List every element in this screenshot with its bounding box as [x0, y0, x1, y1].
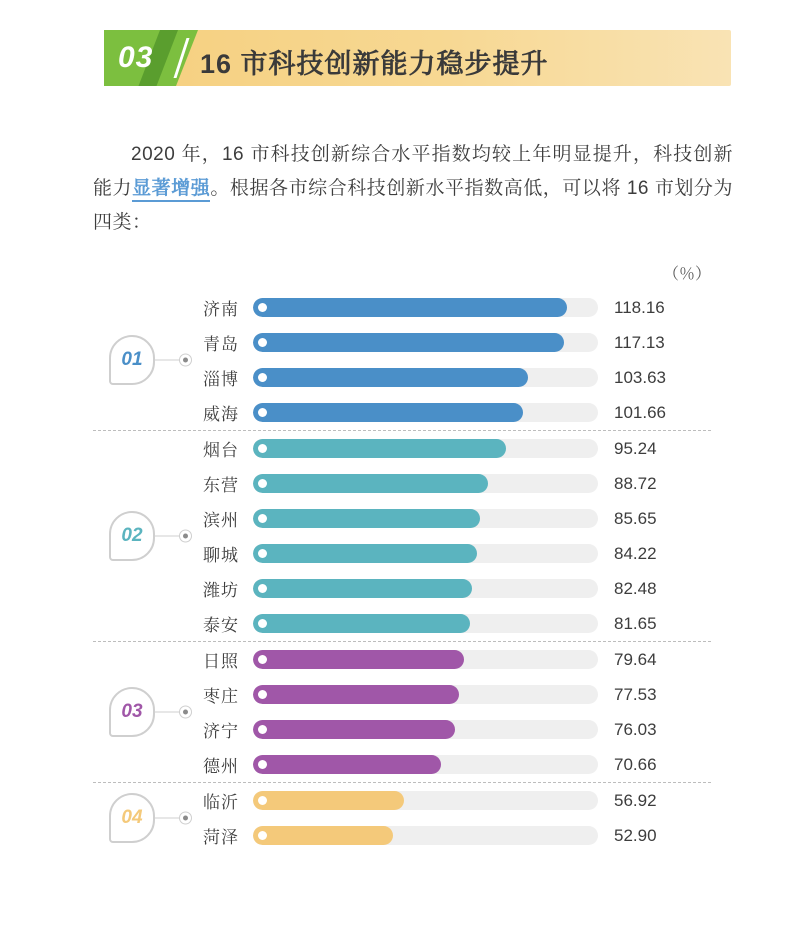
bar-value: 76.03	[614, 719, 657, 739]
bar-track	[253, 298, 598, 317]
bar-fill	[253, 544, 477, 563]
bar-value: 84.22	[614, 543, 657, 563]
bar-track	[253, 755, 598, 774]
group-badge: 03	[109, 687, 155, 737]
bar-value: 56.92	[614, 790, 657, 810]
bar-track	[253, 509, 598, 528]
paragraph-part-1: 2020 年，16 市科技创新综合水平指数均较上年明显提升，科技创新能力	[93, 144, 733, 199]
bar-track	[253, 544, 598, 563]
bar-knob	[258, 690, 267, 699]
bar-fill	[253, 579, 472, 598]
chart-group	[93, 782, 711, 853]
bar-knob	[258, 303, 267, 312]
chart-row	[93, 571, 711, 606]
city-label: 滨州	[203, 511, 239, 530]
bar-knob	[258, 584, 267, 593]
group-badge: 01	[109, 335, 155, 385]
city-label: 济宁	[203, 722, 239, 741]
city-label: 临沂	[203, 793, 239, 812]
page-title: 16 市科技创新能力稳步提升	[200, 49, 549, 79]
bar-knob	[258, 338, 267, 347]
bar-track	[253, 720, 598, 739]
bar-knob	[258, 655, 267, 664]
bar-value: 52.90	[614, 825, 657, 845]
city-label: 东营	[203, 476, 239, 495]
bar-fill	[253, 755, 441, 774]
bar-fill	[253, 614, 470, 633]
group-badge-dot	[179, 354, 192, 367]
group-badge: 02	[109, 511, 155, 561]
bar-fill	[253, 650, 464, 669]
city-label: 淄博	[203, 370, 239, 389]
bar-knob	[258, 796, 267, 805]
bar-value: 82.48	[614, 578, 657, 598]
city-label: 威海	[203, 405, 239, 424]
bar-value: 101.66	[614, 402, 666, 422]
bar-track	[253, 474, 598, 493]
bar-track	[253, 650, 598, 669]
chart-unit-label: （％）	[662, 266, 711, 283]
bar-fill	[253, 474, 488, 493]
bar-track	[253, 791, 598, 810]
chart-row	[93, 290, 711, 325]
bar-value: 88.72	[614, 473, 657, 493]
paragraph-highlight: 显著增强	[132, 178, 210, 202]
chart-row	[93, 747, 711, 782]
section-header	[104, 30, 731, 86]
chart-row	[93, 395, 711, 430]
city-label: 日照	[203, 652, 239, 671]
bar-track	[253, 826, 598, 845]
bar-knob	[258, 619, 267, 628]
bar-value: 81.65	[614, 613, 657, 633]
bar-fill	[253, 791, 404, 810]
bar-value: 118.16	[614, 297, 665, 317]
group-badge-dot	[179, 530, 192, 543]
bar-fill	[253, 826, 393, 845]
chart-group	[93, 290, 711, 430]
bar-fill	[253, 509, 480, 528]
bar-track	[253, 439, 598, 458]
bar-value: 117.13	[614, 332, 665, 352]
bar-fill	[253, 298, 567, 317]
group-badge: 04	[109, 793, 155, 843]
chart-row	[93, 466, 711, 501]
bar-track	[253, 579, 598, 598]
city-label: 枣庄	[203, 687, 239, 706]
bar-track	[253, 614, 598, 633]
bar-fill	[253, 368, 528, 387]
bar-track	[253, 368, 598, 387]
bar-knob	[258, 549, 267, 558]
chart-row	[93, 642, 711, 677]
bar-knob	[258, 725, 267, 734]
bar-track	[253, 403, 598, 422]
bar-fill	[253, 403, 523, 422]
bar-value: 70.66	[614, 754, 657, 774]
city-label: 潍坊	[203, 581, 239, 600]
group-badge-dot	[179, 812, 192, 825]
group-badge-dot	[179, 706, 192, 719]
bar-chart	[93, 290, 711, 853]
city-label: 德州	[203, 757, 239, 776]
bar-track	[253, 333, 598, 352]
bar-knob	[258, 514, 267, 523]
body-paragraph	[93, 138, 733, 240]
city-label: 济南	[203, 300, 239, 319]
city-label: 青岛	[203, 335, 239, 354]
chart-row	[93, 431, 711, 466]
bar-value: 85.65	[614, 508, 657, 528]
bar-knob	[258, 479, 267, 488]
bar-value: 103.63	[614, 367, 666, 387]
bar-track	[253, 685, 598, 704]
bar-knob	[258, 760, 267, 769]
bar-knob	[258, 831, 267, 840]
bar-knob	[258, 444, 267, 453]
bar-fill	[253, 685, 459, 704]
city-label: 泰安	[203, 616, 239, 635]
bar-value: 79.64	[614, 649, 657, 669]
city-label: 聊城	[203, 546, 239, 565]
paragraph-part-2: 。根据各市综合科技创新水平指数高低，可以将 16 市划分为四类：	[93, 178, 733, 233]
bar-knob	[258, 373, 267, 382]
bar-value: 95.24	[614, 438, 657, 458]
bar-fill	[253, 439, 506, 458]
bar-fill	[253, 720, 455, 739]
city-label: 烟台	[203, 441, 239, 460]
city-label: 菏泽	[203, 828, 239, 847]
section-number: 03	[118, 41, 154, 74]
chart-group	[93, 641, 711, 782]
chart-row	[93, 606, 711, 641]
bar-fill	[253, 333, 564, 352]
bar-value: 77.53	[614, 684, 657, 704]
bar-knob	[258, 408, 267, 417]
chart-group	[93, 430, 711, 641]
